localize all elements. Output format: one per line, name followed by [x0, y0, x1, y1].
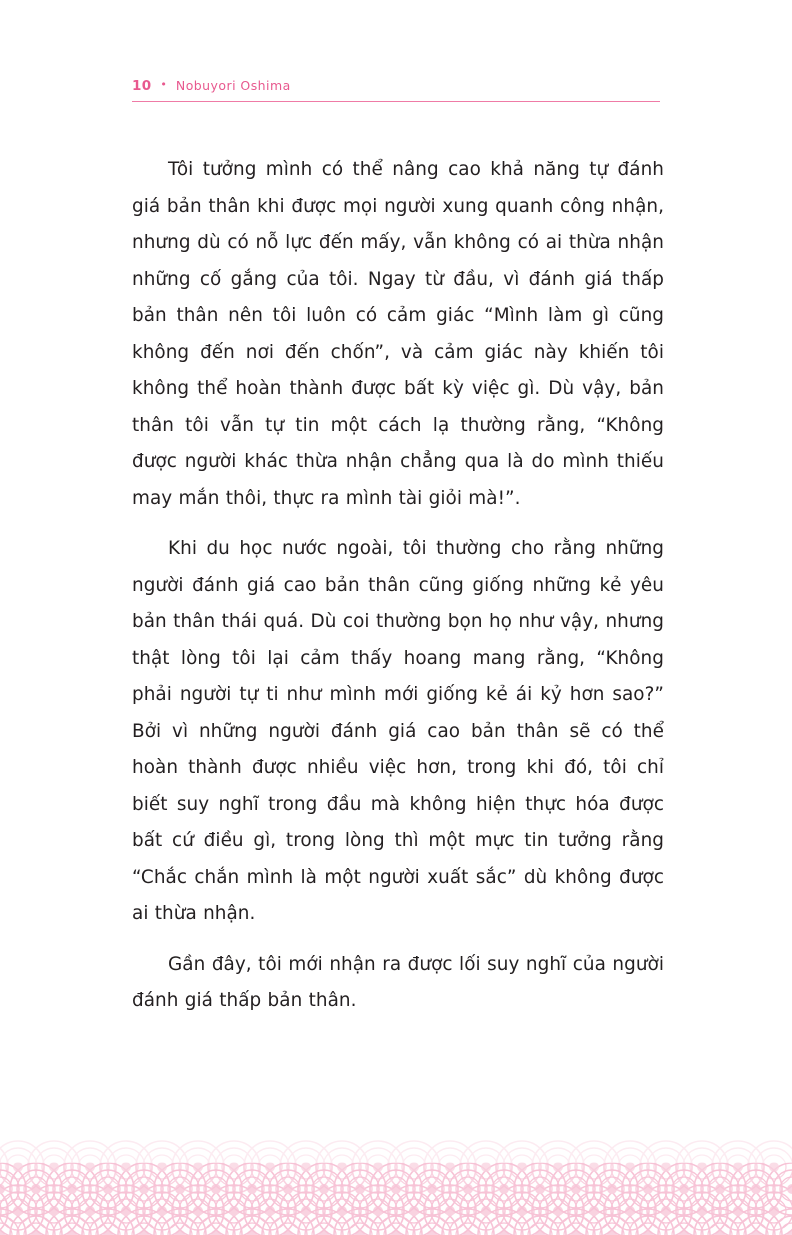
bullet-separator-icon: •: [160, 78, 167, 91]
decorative-footer-pattern: [0, 1139, 792, 1235]
header-divider: [132, 101, 660, 102]
running-header: [132, 78, 660, 108]
paragraph: Khi du học nước ngoài, tôi thường cho rằng những người đánh giá cao bản thân cũng giống những kẻ yêu bản thân thái quá. Dù coi thường bọn họ như vậy, nhưng thật lòng tôi lại cảm thấy hoang mang rằng, “Không phải người tự ti như mình mới giống kẻ ái kỷ hơn sao?” Bởi vì những người đánh giá cao bản thân sẽ có thể hoàn thành được nhiều việc hơn, trong khi đó, tôi chỉ biết suy nghĩ trong đầu mà không hiện thực hóa được bất cứ điều gì, trong lòng thì một mực tin tưởng rằng “Chắc chắn mình là một người xuất sắc” dù không được ai thừa nhận.: [132, 538, 664, 924]
paragraph: Gần đây, tôi mới nhận ra được lối suy nghĩ của người đánh giá thấp bản thân.: [132, 953, 664, 1011]
page-number: 10: [132, 78, 152, 94]
header-line: [132, 78, 660, 101]
paragraph: Tôi tưởng mình có thể nâng cao khả năng tự đánh giá bản thân khi được mọi người xung quanh công nhận, nhưng dù có nỗ lực đến mấy, vẫn không có ai thừa nhận những cố gắng của tôi. Ngay từ đầu, vì đánh giá thấp bản thân nên tôi luôn có cảm giác “Mình làm gì cũng không đến nơi đến chốn”, và cảm giác này khiến tôi không thể hoàn thành được bất kỳ việc gì. Dù vậy, bản thân tôi vẫn tự tin một cách lạ thường rằng, “Không được người khác thừa nhận chẳng qua là do mình thiếu may mắn thôi, thực ra mình tài giỏi mà!”.: [132, 159, 664, 509]
page-body: [132, 152, 664, 1020]
author-name: Nobuyori Oshima: [175, 78, 291, 93]
